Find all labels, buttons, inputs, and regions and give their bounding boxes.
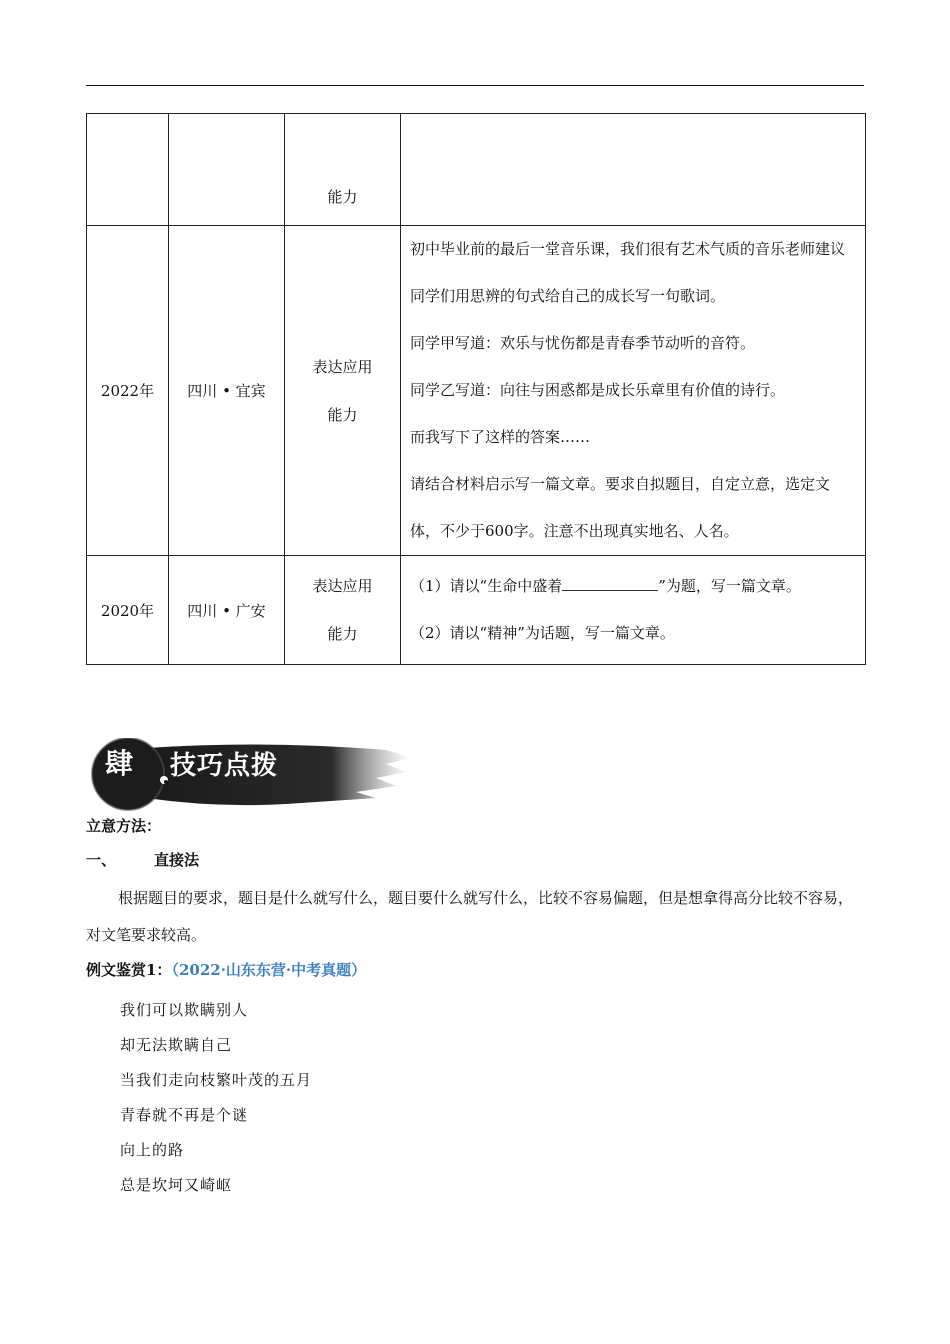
ability-cell: 表达应用 能力 bbox=[285, 226, 401, 556]
content-cell bbox=[401, 226, 866, 556]
year-cell: 2022年 bbox=[87, 226, 169, 556]
poem-line: 却无法欺瞒自己 bbox=[120, 1036, 233, 1054]
ability-cell: 表达应用 能力 bbox=[285, 556, 401, 665]
year-cell: 2020年 bbox=[87, 556, 169, 665]
ability-cell: 能力 bbox=[285, 114, 401, 226]
poem-line: 总是坎坷又崎岖 bbox=[120, 1176, 233, 1194]
content-paragraph: 同学甲写道：欢乐与忧伤都是青春季节动听的音符。 bbox=[410, 334, 756, 352]
table-row bbox=[87, 114, 866, 226]
region-cell: 四川 • 广安 bbox=[169, 556, 285, 665]
content-paragraph: （2）请以“精神”为话题，写一篇文章。 bbox=[410, 624, 675, 642]
section-badge: 肆 bbox=[105, 747, 134, 780]
item-heading: 一、 直接法 bbox=[86, 851, 200, 869]
poem-line: 我们可以欺瞒别人 bbox=[120, 1001, 249, 1019]
exam-table bbox=[86, 113, 866, 665]
example-source: （2022·山东东营·中考真题） bbox=[171, 961, 367, 979]
content-paragraph: 初中毕业前的最后一堂音乐课，我们很有艺术气质的音乐老师建议同学们用思辨的句式给自己的成长写一句歌词。 bbox=[410, 240, 846, 305]
poem-line: 当我们走向枝繁叶茂的五月 bbox=[120, 1071, 313, 1089]
example-heading: 例文鉴赏1：（2022·山东东营·中考真题） bbox=[86, 961, 367, 979]
content-cell bbox=[401, 114, 866, 226]
body-paragraph: 根据题目的要求，题目是什么就写什么，题目要什么就写什么，比较不容易偏题，但是想拿得高分比较不容易，对文笔要求较高。 bbox=[86, 889, 854, 944]
content-paragraph: 而我写下了这样的答案…… bbox=[410, 428, 591, 446]
poem-line: 青春就不再是个谜 bbox=[120, 1106, 249, 1124]
content-paragraph: 同学乙写道：向往与困惑都是成长乐章里有价值的诗行。 bbox=[410, 381, 786, 399]
content-paragraph: （1）请以“生命中盛着 ”为题，写一篇文章。 bbox=[410, 577, 801, 595]
poem-line: 向上的路 bbox=[120, 1141, 185, 1159]
method-heading: 立意方法： bbox=[86, 817, 162, 835]
table-row bbox=[87, 556, 866, 665]
region-cell bbox=[169, 114, 285, 226]
content-paragraph: 请结合材料启示写一篇文章。要求自拟题目，自定立意，选定文体，不少于600字。注意不出现真实地名、人名。 bbox=[410, 475, 831, 540]
content-cell bbox=[401, 556, 866, 665]
header-rule bbox=[86, 85, 864, 86]
poem bbox=[120, 998, 312, 1208]
fill-in-blank bbox=[562, 576, 658, 591]
year-cell bbox=[87, 114, 169, 226]
region-cell: 四川 • 宜宾 bbox=[169, 226, 285, 556]
section-title: 技巧点拨 bbox=[170, 751, 279, 781]
table-row bbox=[87, 226, 866, 556]
